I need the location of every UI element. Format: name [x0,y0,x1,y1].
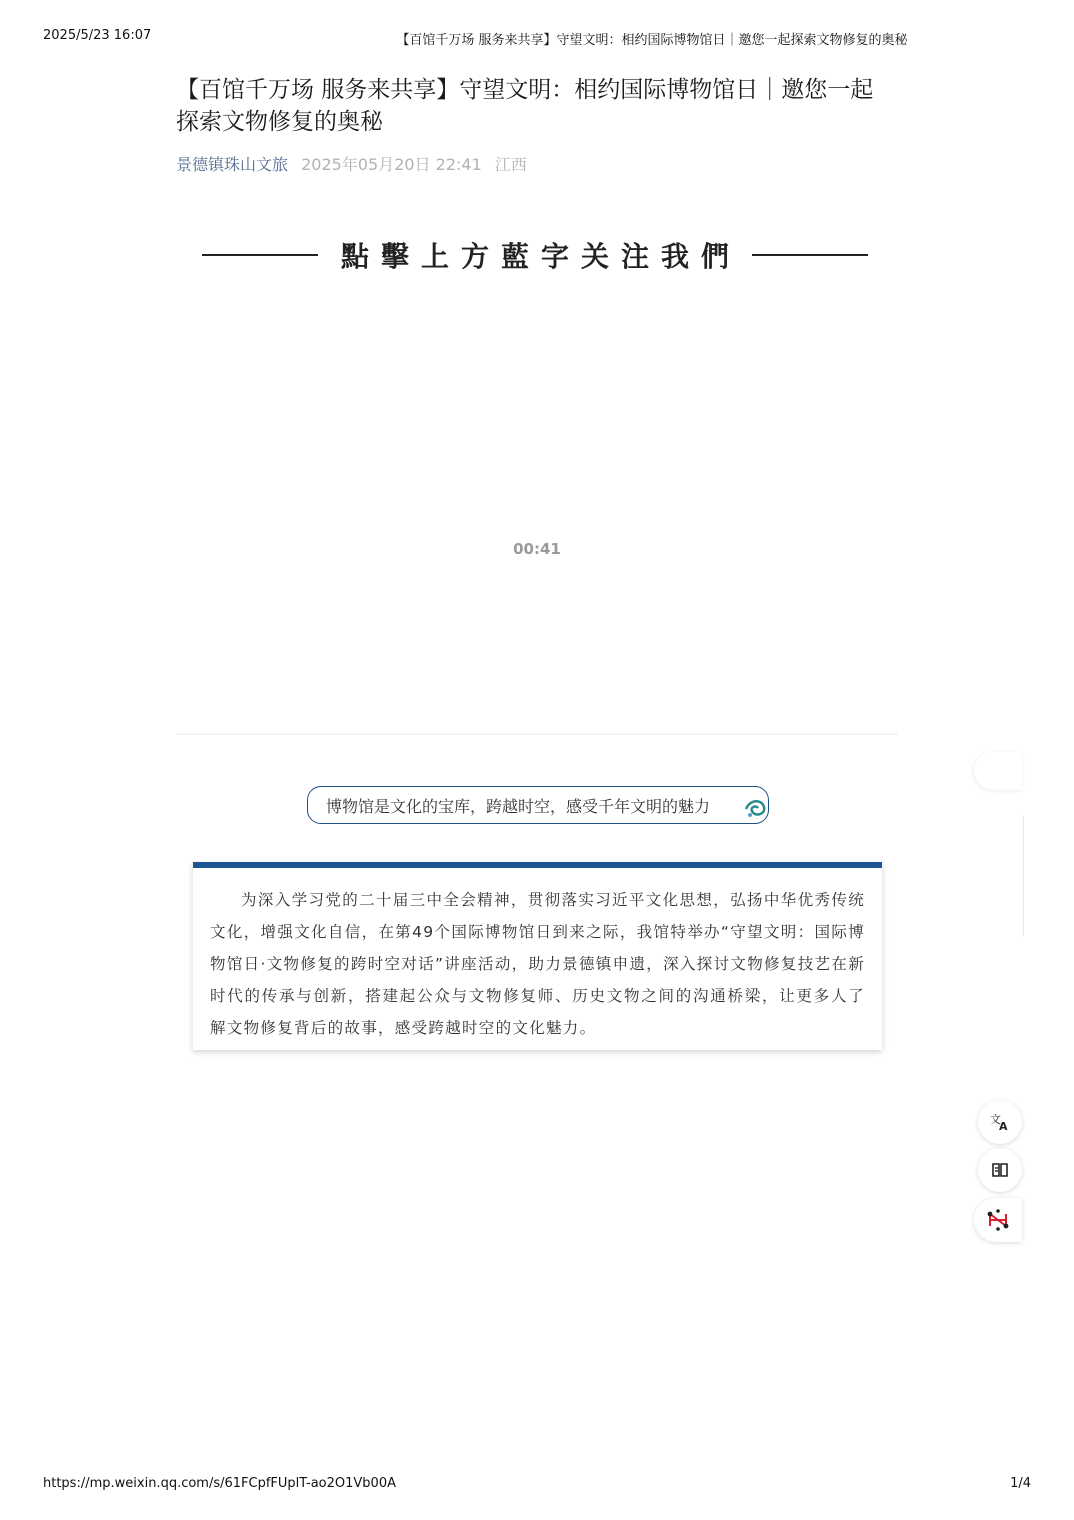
print-header [43,28,1031,46]
translate-button[interactable] [978,1100,1022,1144]
intro-box [193,862,882,1050]
translate-icon [989,1111,1011,1133]
reader-mode-icon [990,1160,1010,1180]
follow-banner [202,235,868,275]
svg-text:文: 文 [990,1113,1001,1126]
banner-right-rule [752,254,868,256]
intro-paragraph: 为深入学习党的二十届三中全会精神，贯彻落实习近平文化思想，弘扬中华优秀传统文化，增强文化自信，在第49个国际博物馆日到来之际，我馆特举办“守望文明：国际博物馆日·文物修复的跨时空对话”讲座活动，助力景德镇申遗，深入探讨文物修复技艺在新时代的传承与创新，搭建起公众与文物修复师、历史文物之间的沟通桥梁，让更多人了解文物修复背后的故事，感受跨越时空的文化魅力。 [210,891,865,1037]
ai-assistant-button[interactable] [974,1198,1022,1242]
swirl-decoration-icon [742,795,770,819]
print-footer [43,1476,1031,1494]
caption-text: 博物馆是文化的宝库，跨越时空，感受千年文明的魅力 [326,796,711,816]
caption-pill [307,786,769,824]
video-duration: 00:41 [513,540,561,558]
print-page-number: 1/4 [1010,1476,1031,1491]
video-player[interactable] [176,290,898,735]
article-title: 【百馆千万场 服务来共享】守望文明：相约国际博物馆日｜邀您一起探索文物修复的奥秘 [176,77,874,135]
print-url: https://mp.weixin.qq.com/s/61FCpfFUplT-ao2O1Vb00A [43,1476,396,1491]
side-edge-line [1023,815,1024,937]
video-divider [176,733,898,735]
follow-banner-text: 點擊上方藍字关注我們 [340,240,741,273]
publish-date: 2025年05月20日 22:41 [301,155,482,174]
ai-assistant-icon [986,1208,1010,1232]
print-doc-title: 【百馆千万场 服务来共享】守望文明：相约国际博物馆日｜邀您一起探索文物修复的奥秘 [396,33,908,48]
article-meta [176,154,527,176]
publish-region: 江西 [494,155,527,174]
svg-text:A: A [999,1120,1008,1133]
print-datetime: 2025/5/23 16:07 [43,28,152,43]
reader-mode-button[interactable] [978,1148,1022,1192]
account-name-link[interactable]: 景德镇珠山文旅 [176,155,289,174]
banner-left-rule [202,254,318,256]
side-edge-tab[interactable] [974,752,1022,790]
